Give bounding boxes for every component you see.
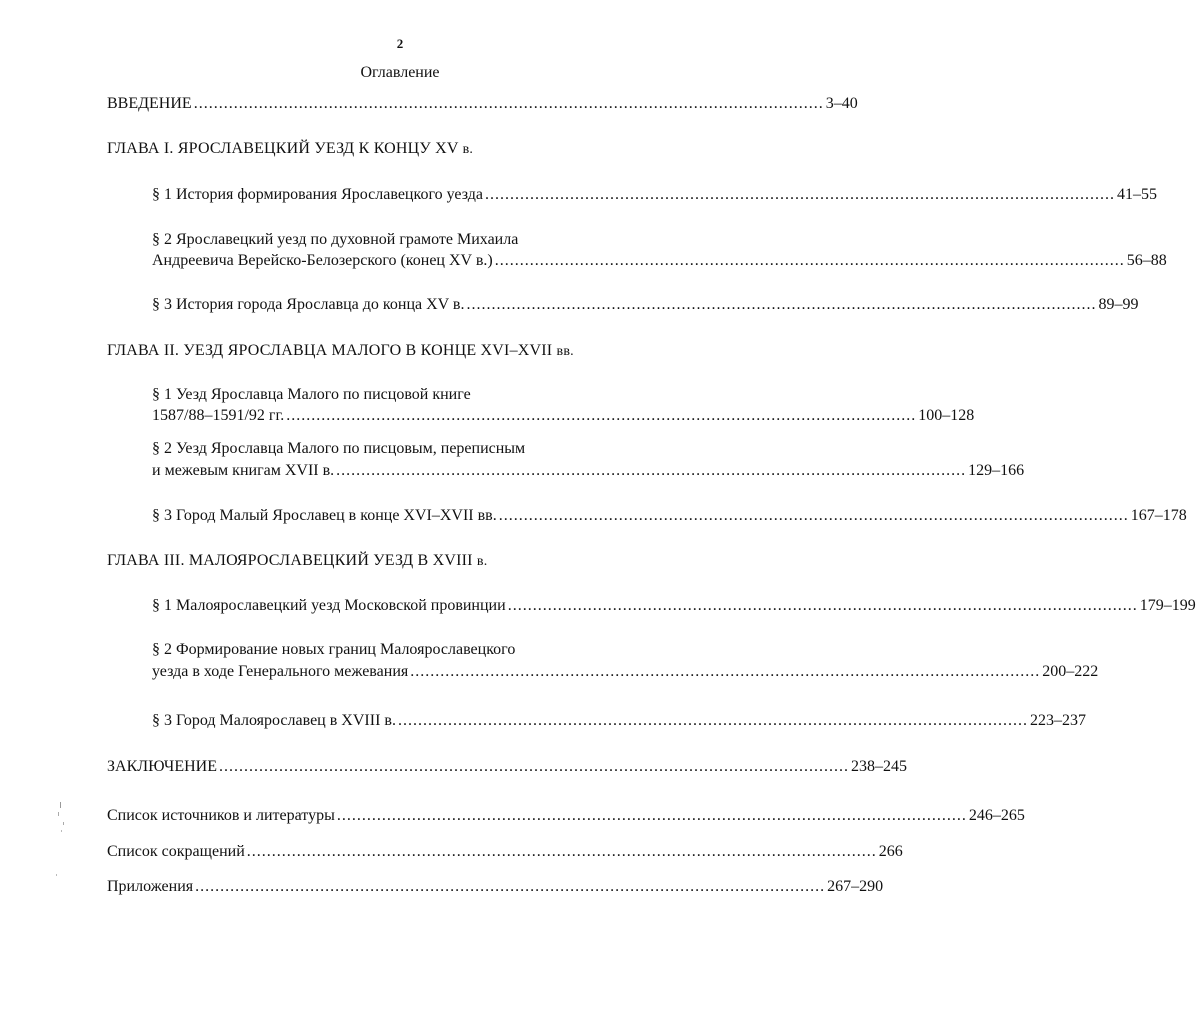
toc-label: Андреевича Верейско-Белозерского (конец XV в.)	[152, 252, 493, 269]
dot-leader: ..............................................................................................................................	[410, 663, 1041, 680]
toc-entry-conclusion[interactable]	[107, 756, 907, 778]
toc-pages: 3–40	[825, 95, 858, 112]
toc-label: § 1 История формирования Ярославецкого уезда	[152, 186, 483, 203]
dot-leader: ..............................................................................................................................	[193, 95, 824, 112]
toc-pages: 89–99	[1098, 296, 1139, 313]
toc-entry-introduction[interactable]	[107, 93, 858, 115]
chapter-title: ГЛАВА III. МАЛОЯРОСЛАВЕЦКИЙ УЕЗД В XVIII	[107, 552, 473, 569]
chapter-title-suffix: вв.	[556, 344, 574, 359]
toc-pages: 100–128	[918, 407, 975, 424]
toc-entry-ch2-s1-line1[interactable]: § 1 Уезд Ярославца Малого по писцовой книге	[152, 386, 471, 403]
dot-leader: ..............................................................................................................................	[246, 843, 877, 860]
toc-entry-abbreviations[interactable]	[107, 841, 903, 863]
chapter-title-suffix: в.	[462, 142, 474, 157]
toc-entry-ch1-s2[interactable]	[152, 250, 1167, 272]
toc-entry-ch1-s3[interactable]	[152, 294, 1139, 316]
toc-entry-ch3-s2-line1[interactable]: § 2 Формирование новых границ Малоярославецкого	[152, 641, 516, 658]
toc-entry-appendices[interactable]	[107, 876, 884, 898]
toc-label: ЗАКЛЮЧЕНИЕ	[107, 758, 217, 775]
toc-label: § 3 Город Малоярославец в XVIII в.	[152, 712, 396, 729]
toc-pages: 200–222	[1042, 663, 1099, 680]
toc-entry-sources[interactable]	[107, 805, 1025, 827]
dot-leader: ..............................................................................................................................	[195, 878, 826, 895]
toc-pages: 267–290	[827, 878, 884, 895]
toc-entry-ch1-s2-line1[interactable]: § 2 Ярославецкий уезд по духовной грамоте Михаила	[152, 231, 519, 248]
toc-label: 1587/88–1591/92 гг.	[152, 407, 285, 424]
toc-entry-ch1-s1[interactable]	[152, 184, 1157, 206]
toc-label: и межевым книгам XVII в.	[152, 462, 335, 479]
toc-label: § 3 История города Ярославца до конца XV в.	[152, 296, 465, 313]
toc-label: Список источников и литературы	[107, 807, 335, 824]
dot-leader: ..............................................................................................................................	[507, 597, 1138, 614]
chapter-2-heading[interactable]	[107, 340, 574, 363]
chapter-1-heading[interactable]	[107, 138, 473, 161]
toc-pages: 167–178	[1130, 507, 1187, 524]
toc-pages: 179–199	[1139, 597, 1196, 614]
dot-leader: ..............................................................................................................................	[336, 807, 967, 824]
scan-specks	[52, 800, 72, 890]
dot-leader: ..............................................................................................................................	[498, 507, 1129, 524]
chapter-title: ГЛАВА I. ЯРОСЛАВЕЦКИЙ УЕЗД К КОНЦУ XV	[107, 140, 459, 157]
toc-entry-ch2-s2-line1[interactable]: § 2 Уезд Ярославца Малого по писцовым, переписным	[152, 440, 526, 457]
dot-leader: ..............................................................................................................................	[218, 758, 849, 775]
chapter-title-suffix: в.	[476, 554, 488, 569]
toc-pages: 246–265	[968, 807, 1025, 824]
chapter-3-heading[interactable]	[107, 550, 487, 573]
toc-entry-ch2-s2[interactable]	[152, 460, 1025, 482]
dot-leader: ..............................................................................................................................	[397, 712, 1028, 729]
toc-pages: 56–88	[1126, 252, 1167, 269]
page-title: Оглавление	[360, 64, 440, 81]
dot-leader: ..............................................................................................................................	[466, 296, 1097, 313]
chapter-title: ГЛАВА II. УЕЗД ЯРОСЛАВЦА МАЛОГО В КОНЦЕ XVI–XVII	[107, 342, 553, 359]
toc-entry-ch2-s3[interactable]	[152, 505, 1187, 527]
toc-pages: 223–237	[1029, 712, 1086, 729]
toc-entry-ch3-s3[interactable]	[152, 710, 1086, 732]
toc-entry-ch3-s2[interactable]	[152, 661, 1099, 683]
toc-label: Список сокращений	[107, 843, 245, 860]
toc-label: § 3 Город Малый Ярославец в конце XVI–XVII вв.	[152, 507, 497, 524]
dot-leader: ..............................................................................................................................	[286, 407, 917, 424]
dot-leader: ..............................................................................................................................	[494, 252, 1125, 269]
toc-label: ВВЕДЕНИЕ	[107, 95, 192, 112]
toc-pages: 41–55	[1116, 186, 1157, 203]
toc-pages: 129–166	[968, 462, 1025, 479]
toc-pages: 238–245	[850, 758, 907, 775]
toc-label: уезда в ходе Генерального межевания	[152, 663, 409, 680]
toc-entry-ch3-s1[interactable]	[152, 595, 1196, 617]
toc-label: Приложения	[107, 878, 194, 895]
dot-leader: ..............................................................................................................................	[484, 186, 1115, 203]
toc-entry-ch2-s1[interactable]	[152, 405, 975, 427]
toc-pages: 266	[878, 843, 903, 860]
page-number: 2	[396, 36, 404, 51]
toc-label: § 1 Малоярославецкий уезд Московской провинции	[152, 597, 506, 614]
dot-leader: ..............................................................................................................................	[336, 462, 967, 479]
